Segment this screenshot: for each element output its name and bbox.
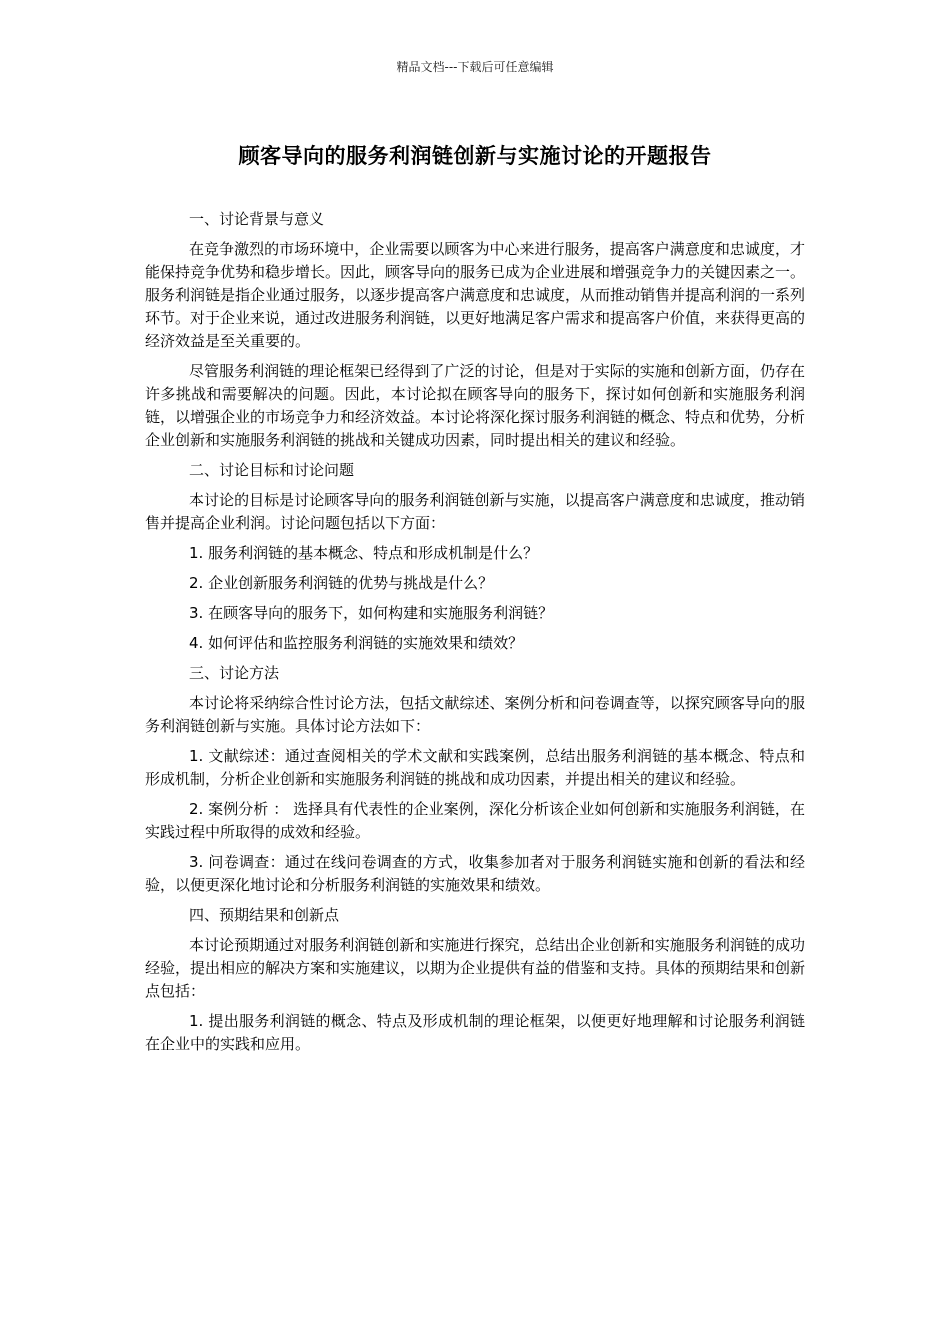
list-item: 4. 如何评估和监控服务利润链的实施效果和绩效？ — [189, 634, 524, 652]
section-heading: 一、讨论背景与意义 — [189, 210, 325, 228]
paragraph: 尽管服务利润链的理论框架已经得到了广泛的讨论，但是对于实际的实施和创新方面，仍存在许多挑战和需要解决的问题。因此，本讨论拟在顾客导向的服务下，探讨如何创新和实施服务利润链，以增强企业的市场竞争力和经济效益。本讨论将深化探讨服务利润链的概念、特点和优势，分析企业创新和实施服务利润链的挑战和关键成功因素，同时提出相关的建议和经验。 — [145, 362, 806, 449]
paragraph: 本讨论的目标是讨论顾客导向的服务利润链创新与实施，以提高客户满意度和忠诚度，推动销售并提高企业利润。讨论问题包括以下方面： — [145, 491, 805, 532]
paragraph: 在竞争激烈的市场环境中，企业需要以顾客为中心来进行服务，提高客户满意度和忠诚度，才能保持竞争优势和稳步增长。因此，顾客导向的服务已成为企业进展和增强竞争力的关键因素之一。服务利润链是指企业通过服务，以逐步提高客户满意度和忠诚度，从而推动销售并提高利润的一系列环节。对于企业来说，通过改进服务利润链，以更好地满足客户需求和提高客户价值，来获得更高的经济效益是至关重要的。 — [145, 240, 806, 350]
document-body — [145, 208, 805, 1063]
paragraph: 2. 案例分析 ： 选择具有代表性的企业案例，深化分析该企业如何创新和实施服务利润链，在实践过程中所取得的成效和经验。 — [145, 800, 805, 841]
list-item: 3. 在顾客导向的服务下，如何构建和实施服务利润链？ — [189, 604, 554, 622]
list-item: 1. 服务利润链的基本概念、特点和形成机制是什么？ — [189, 544, 539, 562]
page-title: 顾客导向的服务利润链创新与实施讨论的开题报告 — [238, 144, 712, 168]
paragraph: 1. 文献综述：通过查阅相关的学术文献和实践案例，总结出服务利润链的基本概念、特点和形成机制，分析企业创新和实施服务利润链的挑战和成功因素，并提出相关的建议和经验。 — [145, 747, 805, 788]
paragraph: 3. 问卷调查：通过在线问卷调查的方式，收集参加者对于服务利润链实施和创新的看法和经验，以便更深化地讨论和分析服务利润链的实施效果和绩效。 — [145, 853, 805, 894]
list-item: 2. 企业创新服务利润链的优势与挑战是什么？ — [189, 574, 494, 592]
section-heading: 二、讨论目标和讨论问题 — [189, 461, 355, 479]
section-heading: 三、讨论方法 — [189, 664, 280, 682]
paragraph: 本讨论预期通过对服务利润链创新和实施进行探究，总结出企业创新和实施服务利润链的成功经验，提出相应的解决方案和实施建议，以期为企业提供有益的借鉴和支持。具体的预期结果和创新点包括： — [145, 936, 806, 1000]
page-header: 精品文档---下载后可任意编辑 — [396, 60, 554, 74]
section-heading: 四、预期结果和创新点 — [189, 906, 340, 924]
paragraph: 1. 提出服务利润链的概念、特点及形成机制的理论框架，以便更好地理解和讨论服务利润链在企业中的实践和应用。 — [145, 1012, 805, 1053]
paragraph: 本讨论将采纳综合性讨论方法，包括文献综述、案例分析和问卷调查等，以探究顾客导向的服务利润链创新与实施。具体讨论方法如下： — [145, 694, 805, 735]
